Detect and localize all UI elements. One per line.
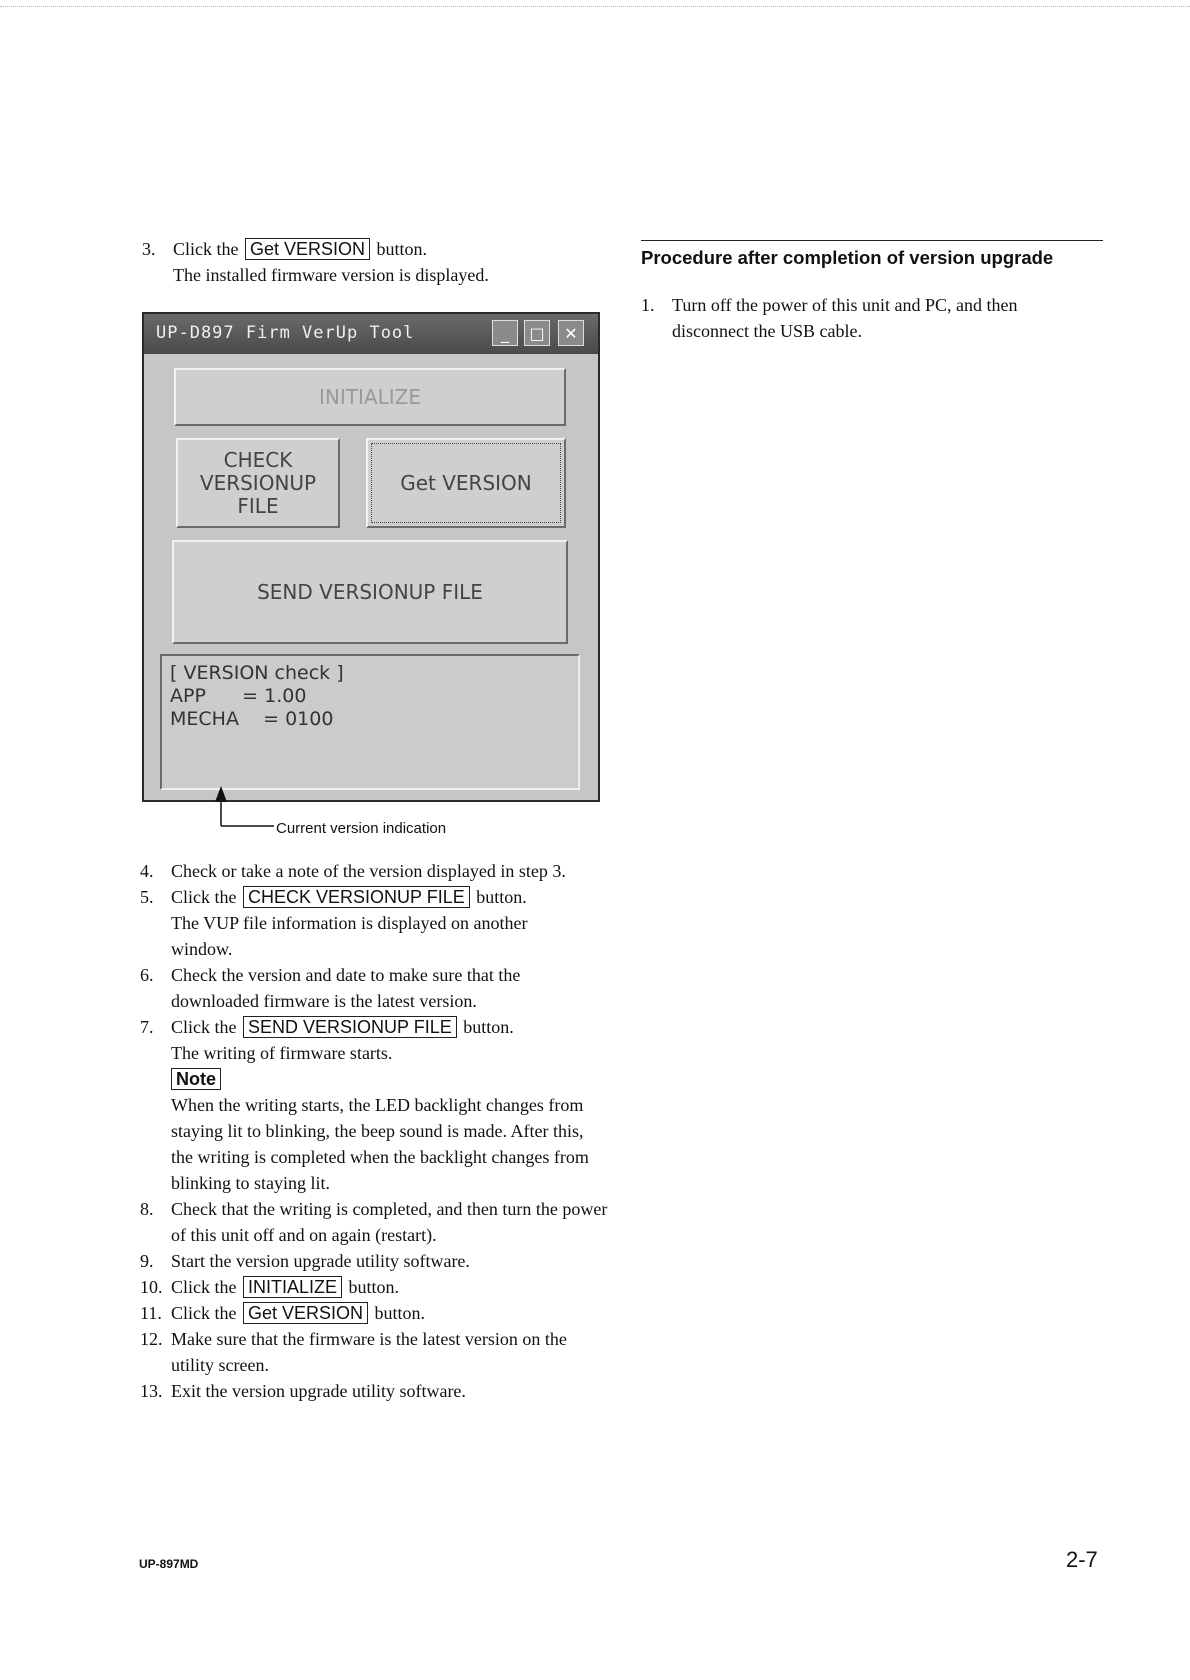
initialize-button[interactable]: INITIALIZE: [174, 368, 566, 426]
version-line: MECHA = 0100: [170, 708, 334, 730]
step-text: Click the: [171, 1303, 237, 1323]
step-number: 6.: [140, 965, 154, 985]
step-text: Click the: [173, 239, 239, 259]
button-ref-send-versionup-file: SEND VERSIONUP FILE: [243, 1016, 457, 1038]
step-text: Start the version upgrade utility software.: [171, 1251, 470, 1271]
version-display: [160, 654, 580, 790]
step-number: 8.: [140, 1199, 154, 1219]
step-text: Check or take a note of the version displayed in step 3.: [171, 861, 566, 881]
step-text: The VUP file information is displayed on another window.: [171, 913, 528, 959]
minimize-icon[interactable]: _: [492, 320, 518, 346]
callout-arrow-icon: [208, 786, 278, 832]
button-ref-initialize: INITIALIZE: [243, 1276, 342, 1298]
step-text: Click the: [171, 887, 237, 907]
step-number: 9.: [140, 1251, 154, 1271]
note-label: Note: [171, 1068, 221, 1090]
callout-label: Current version indication: [276, 820, 447, 837]
button-ref-get-version: Get VERSION: [245, 238, 370, 260]
section-heading: Procedure after completion of version upgrade: [641, 240, 1103, 269]
step-number: 11.: [140, 1303, 162, 1323]
step-text: The installed firmware version is displayed.: [173, 265, 489, 285]
step-number: 3.: [142, 239, 156, 259]
step-text: The writing of firmware starts.: [171, 1043, 393, 1063]
step-number: 7.: [140, 1017, 154, 1037]
step-text: Click the: [171, 1277, 237, 1297]
step-text: Check the version and date to make sure that the downloaded firmware is the latest version.: [171, 965, 521, 1011]
step-text: Exit the version upgrade utility software.: [171, 1381, 466, 1401]
app-title: UP-D897 Firm VerUp Tool: [156, 323, 415, 343]
app-window-screenshot: [142, 312, 600, 802]
step-number: 4.: [140, 861, 154, 881]
send-versionup-file-button[interactable]: SEND VERSIONUP FILE: [172, 540, 568, 644]
step-number: 5.: [140, 887, 154, 907]
step-text: button.: [476, 887, 527, 907]
get-version-button[interactable]: Get VERSION: [366, 438, 566, 528]
button-ref-check-versionup-file: CHECK VERSIONUP FILE: [243, 886, 470, 908]
close-icon[interactable]: ✕: [558, 320, 584, 346]
page-number: 2-7: [1066, 1547, 1098, 1572]
step-text: Click the: [171, 1017, 237, 1037]
step-number: 13.: [140, 1381, 163, 1401]
step-text: button.: [348, 1277, 400, 1297]
step-text: Make sure that the firmware is the latest version on the utility screen.: [171, 1329, 567, 1375]
step-text: Check that the writing is completed, and then turn the power of this unit off and on again (restart).: [171, 1199, 608, 1245]
step-number: 12.: [140, 1329, 163, 1349]
check-versionup-file-button[interactable]: CHECK VERSIONUP FILE: [176, 438, 340, 528]
footer-model: UP-897MD: [139, 1557, 199, 1571]
step-text: Turn off the power of this unit and PC, and then disconnect the USB cable.: [672, 295, 1018, 341]
step-number: 1.: [641, 295, 655, 315]
step-text: button.: [376, 239, 428, 259]
step-text: button.: [463, 1017, 514, 1037]
version-line: APP = 1.00: [170, 685, 307, 707]
version-line: [ VERSION check ]: [170, 662, 344, 684]
maximize-icon[interactable]: □: [524, 320, 550, 346]
button-ref-get-version: Get VERSION: [243, 1302, 368, 1324]
note-text: When the writing starts, the LED backlight changes from staying lit to blinking, the beep sound is made. After this, the writing is completed when the backlight changes from blinking to staying lit.: [171, 1095, 589, 1193]
step-text: button.: [374, 1303, 426, 1323]
step-number: 10.: [140, 1277, 163, 1297]
app-titlebar: [144, 314, 598, 354]
page-top-rule: [0, 6, 1190, 7]
